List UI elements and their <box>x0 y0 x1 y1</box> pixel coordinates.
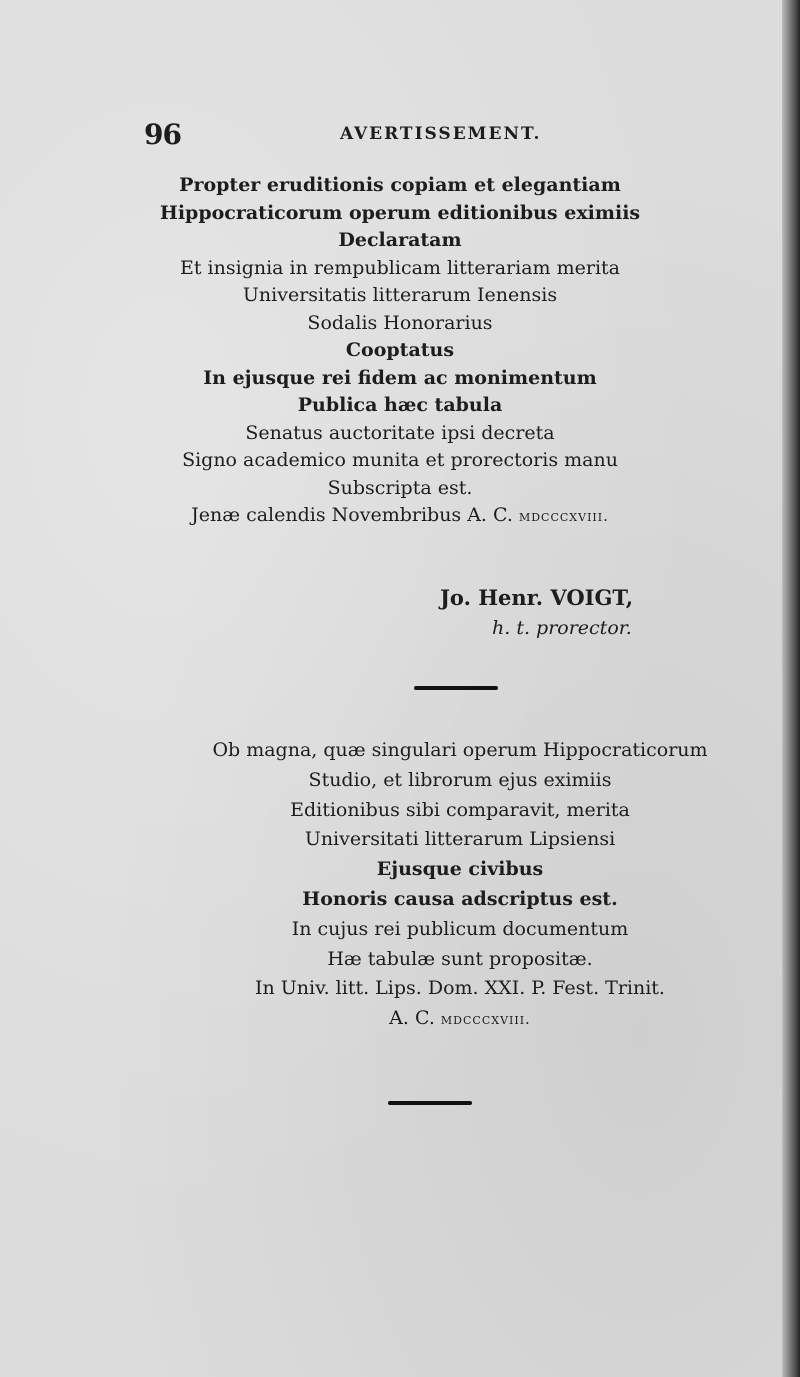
text-line: Ob magna, quæ singulari operum Hippocraticorum <box>212 739 708 761</box>
text-line: Et insignia in rempublicam litterariam merita <box>180 256 620 279</box>
text-line: Ejusque civibus <box>376 858 544 881</box>
signatory-role: h. t. prorector. <box>492 617 632 639</box>
text-line: Subscripta est. <box>327 476 473 499</box>
diploma-text-leipzig <box>150 736 770 1034</box>
text-line: Studio, et librorum ejus eximiis <box>308 768 612 791</box>
text-line: In Univ. litt. Lips. Dom. XXI. P. Fest. Trinit. <box>255 977 665 1000</box>
signature-block <box>440 583 700 643</box>
text-line: In cujus rei publicum documentum <box>291 917 629 940</box>
text-line: Universitatis litterarum Ienensis <box>242 284 558 306</box>
running-head: AVERTISSEMENT. <box>340 124 542 144</box>
text-line: Cooptatus <box>345 339 455 361</box>
end-divider <box>388 1101 472 1105</box>
date-year: mdcccxviii. <box>518 507 609 525</box>
text-line: Signo academico munita et prorectoris manu <box>182 449 618 471</box>
text-line: Hæ tabulæ sunt propositæ. <box>327 947 593 970</box>
diploma-text-jena <box>140 172 660 530</box>
text-line: In ejusque rei fidem ac monimentum <box>203 366 597 389</box>
date-line <box>150 1004 770 1034</box>
text-line: Senatus auctoritate ipsi decreta <box>245 421 555 444</box>
date-year: mdcccxviii. <box>440 1010 531 1029</box>
page-number: 96 <box>144 118 181 151</box>
page-header <box>144 118 614 158</box>
text-line: Sodalis Honorarius <box>307 311 493 334</box>
text-line: Declaratam <box>338 229 462 251</box>
text-line: Honoris causa adscriptus est. <box>302 887 618 910</box>
page-edge-shadow <box>782 0 800 1377</box>
text-line: Hippocraticorum operum editionibus eximiis <box>159 201 641 224</box>
text-line: Publica hæc tabula <box>297 394 503 416</box>
text-line: Universitati litterarum Lipsiensi <box>304 828 616 851</box>
text-line: Propter eruditionis copiam et elegantiam <box>179 174 621 196</box>
date-prefix: Jenæ calendis Novembribus A. C. <box>191 504 513 526</box>
section-divider <box>414 686 498 690</box>
text-line: Editionibus sibi comparavit, merita <box>290 798 630 821</box>
signatory-name: Jo. Henr. VOIGT, <box>440 585 634 610</box>
date-prefix: A. C. <box>389 1007 435 1030</box>
date-line <box>140 502 660 530</box>
